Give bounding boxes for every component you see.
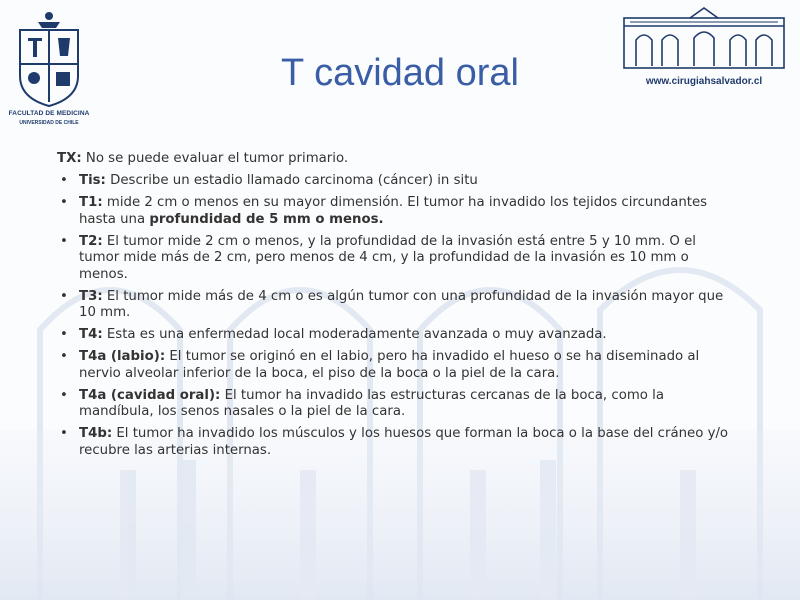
item-term: T4a (labio): <box>79 349 166 364</box>
item-term: T4: <box>79 327 103 342</box>
list-item <box>57 289 737 322</box>
item-term: Tis: <box>79 173 106 188</box>
item-term: T2: <box>79 233 103 249</box>
list-item <box>57 151 737 168</box>
list-item <box>57 349 737 382</box>
list-item <box>57 327 737 344</box>
list-item <box>57 234 737 284</box>
bullet-icon: • <box>60 349 68 364</box>
item-text: Esta es una enfermedad local moderadamente avanzada o muy avanzada. <box>102 327 607 342</box>
list-item <box>57 173 737 190</box>
slide-title: T cavidad oral <box>281 52 519 94</box>
university-name: UNIVERSIDAD DE CHILE <box>19 120 79 126</box>
item-text: El tumor se originó en el labio, pero ha invadido el hueso o se ha diseminado al nervio alveolar inferior de la boca, el piso de la boca o la piel de la cara. <box>79 349 700 381</box>
item-text: El tumor mide 2 cm o menos, y la profundidad de la invasión está entre 5 y 10 mm. O el tumor mide más de 2 cm, pero menos de 4 cm, y la profundidad de la invasión es 10 mm o menos. <box>79 233 696 282</box>
list-item <box>57 195 737 228</box>
item-term: T1: <box>79 195 103 210</box>
item-text: Describe un estadio llamado carcinoma (cáncer) in situ <box>105 173 478 188</box>
item-term: T4b: <box>79 426 113 441</box>
item-term: T4a (cavidad oral): <box>79 387 221 403</box>
faculty-name: FACULTAD DE MEDICINA <box>8 110 90 117</box>
item-term: TX: <box>57 151 82 166</box>
bullet-icon: • <box>60 195 68 210</box>
list-item <box>57 426 737 459</box>
item-term: T3: <box>79 288 103 304</box>
staging-list <box>57 151 737 465</box>
item-text: El tumor ha invadido los músculos y los huesos que forman la boca o la base del cráneo y/o recubre las arterias internas. <box>79 426 729 458</box>
bullet-icon: • <box>60 387 68 403</box>
bullet-icon: • <box>60 426 68 441</box>
bullet-icon: • <box>60 288 68 304</box>
item-text: No se puede evaluar el tumor primario. <box>81 151 349 166</box>
website-url: www.cirugiahsalvador.cl <box>645 76 763 87</box>
item-text: mide 2 cm o menos en su mayor dimensión. El tumor ha invadido los tejidos circundantes hasta una <box>79 195 708 227</box>
item-text: El tumor ha invadido las estructuras cercanas de la boca, como la mandíbula, los senos nasales o la piel de la cara. <box>79 387 664 419</box>
item-text: El tumor mide más de 4 cm o es algún tumor con una profundidad de la invasión mayor que 10 mm. <box>79 288 724 320</box>
list-item <box>57 388 737 421</box>
bullet-icon: • <box>60 233 68 249</box>
item-emphasis: profundidad de 5 mm o menos. <box>149 211 384 227</box>
bullet-icon: • <box>60 327 68 342</box>
bullet-icon: • <box>60 173 68 188</box>
